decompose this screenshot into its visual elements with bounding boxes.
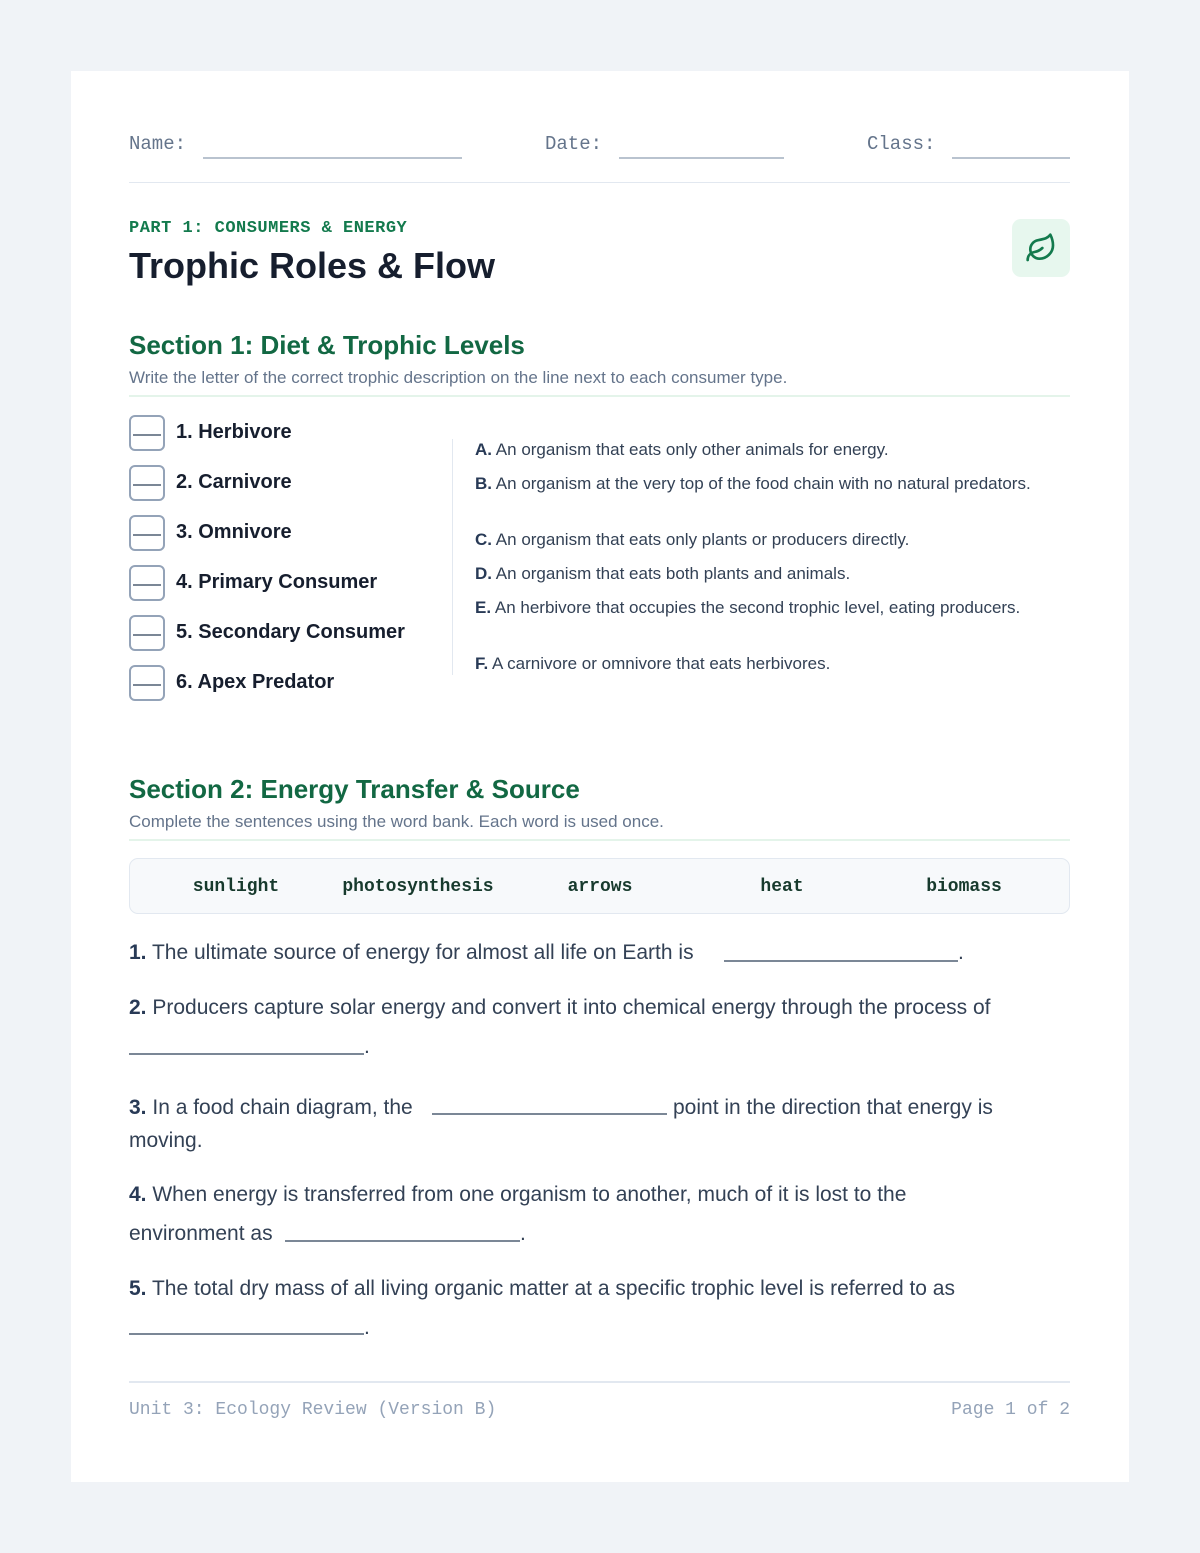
class-field-line[interactable] <box>952 157 1070 159</box>
worksheet-content <box>129 71 1070 1482</box>
answer-blank[interactable] <box>285 1240 520 1242</box>
student-info-row <box>129 131 1070 161</box>
question-5 <box>129 1277 955 1301</box>
answer-blank[interactable] <box>129 1333 364 1335</box>
page-title: Trophic Roles & Flow <box>129 245 496 286</box>
leaf-icon <box>1025 232 1057 264</box>
definition-letter: D. <box>475 564 492 583</box>
section1-divider <box>129 395 1070 397</box>
question-number: 1. <box>129 941 147 964</box>
match-item <box>129 515 449 551</box>
match-item <box>129 615 449 651</box>
leaf-badge <box>1012 219 1070 277</box>
section2-title: Section 2: Energy Transfer & Source <box>129 774 580 804</box>
question-number: 3. <box>129 1096 147 1119</box>
question-text: In a food chain diagram, the <box>152 1096 413 1119</box>
answer-box[interactable] <box>129 515 165 551</box>
match-item-label: 2. Carnivore <box>176 471 292 493</box>
definition-item <box>475 473 1035 495</box>
definition-item <box>475 563 1035 585</box>
match-item <box>129 415 449 451</box>
question-3 <box>129 1096 413 1120</box>
section2-divider <box>129 839 1070 841</box>
definition-item <box>475 529 1035 551</box>
match-item <box>129 665 449 701</box>
question-text: Producers capture solar energy and convert it into chemical energy through the process of <box>152 996 991 1019</box>
question-text: The total dry mass of all living organic matter at a specific trophic level is referred to as <box>151 1277 955 1300</box>
question-punctuation: . <box>364 1035 370 1058</box>
definition-item <box>475 439 1035 461</box>
question-text: The ultimate source of energy for almost all life on Earth is <box>151 941 694 964</box>
definition-text: An organism that eats only other animals for energy. <box>495 440 889 459</box>
section1-subtitle: Write the letter of the correct trophic description on the line next to each consumer type. <box>129 368 788 387</box>
definition-item <box>475 597 1035 619</box>
answer-box[interactable] <box>129 415 165 451</box>
definition-item <box>475 653 1035 675</box>
definition-letter: C. <box>475 530 492 549</box>
footer-divider <box>129 1381 1070 1383</box>
definition-text: An organism that eats only plants or producers directly. <box>495 530 910 549</box>
class-label: Class: <box>867 133 936 155</box>
answer-blank[interactable] <box>432 1113 667 1115</box>
header-divider <box>129 182 1070 183</box>
question-punctuation: . <box>520 1222 526 1245</box>
definition-text: A carnivore or omnivore that eats herbivores. <box>492 654 831 673</box>
definition-text: An herbivore that occupies the second trophic level, eating producers. <box>494 598 1021 617</box>
footer-unit-label: Unit 3: Ecology Review (Version B) <box>129 1400 497 1420</box>
answer-box[interactable] <box>129 615 165 651</box>
section1-title: Section 1: Diet & Trophic Levels <box>129 330 525 360</box>
definition-letter: A. <box>475 440 492 459</box>
definition-text: An organism that eats both plants and animals. <box>495 564 851 583</box>
part-label: PART 1: CONSUMERS & ENERGY <box>129 219 408 238</box>
date-label: Date: <box>545 133 603 155</box>
date-field-line[interactable] <box>619 157 784 159</box>
question-text-continued: point in the direction that energy is <box>673 1096 993 1119</box>
question-number: 5. <box>129 1277 147 1300</box>
word-bank-item: heat <box>760 877 804 897</box>
name-field-line[interactable] <box>203 157 462 159</box>
match-item <box>129 565 449 601</box>
question-number: 2. <box>129 996 147 1019</box>
question-number: 4. <box>129 1183 147 1206</box>
word-bank <box>129 858 1070 914</box>
definition-letter: E. <box>475 598 492 617</box>
match-item-label: 1. Herbivore <box>176 421 292 443</box>
question-4 <box>129 1183 906 1207</box>
question-text-continued: moving. <box>129 1129 203 1152</box>
word-bank-item: arrows <box>567 877 633 897</box>
question-punctuation: . <box>958 941 964 964</box>
match-item-label: 4. Primary Consumer <box>176 571 378 593</box>
definition-letter: B. <box>475 474 492 493</box>
question-text-continued: environment as <box>129 1222 273 1245</box>
match-item-label: 3. Omnivore <box>176 521 292 543</box>
match-item-label: 6. Apex Predator <box>176 671 335 693</box>
worksheet-page <box>71 71 1129 1482</box>
question-text: When energy is transferred from one organism to another, much of it is lost to the <box>152 1183 907 1206</box>
match-column-divider <box>452 439 453 675</box>
question-punctuation: . <box>364 1316 370 1339</box>
answer-box[interactable] <box>129 465 165 501</box>
answer-blank[interactable] <box>129 1053 364 1055</box>
question-2 <box>129 996 990 1020</box>
question-1 <box>129 941 694 965</box>
section2-subtitle: Complete the sentences using the word bank. Each word is used once. <box>129 812 664 831</box>
word-bank-item: biomass <box>926 877 1002 897</box>
answer-blank[interactable] <box>724 960 958 962</box>
name-label: Name: <box>129 133 187 155</box>
match-item <box>129 465 449 501</box>
match-item-label: 5. Secondary Consumer <box>176 621 405 643</box>
word-bank-item: sunlight <box>192 877 280 897</box>
footer-page-number: Page 1 of 2 <box>951 1400 1070 1420</box>
answer-box[interactable] <box>129 665 165 701</box>
word-bank-item: photosynthesis <box>342 877 494 897</box>
definition-letter: F. <box>475 654 489 673</box>
definition-text: An organism at the very top of the food chain with no natural predators. <box>495 474 1031 493</box>
answer-box[interactable] <box>129 565 165 601</box>
